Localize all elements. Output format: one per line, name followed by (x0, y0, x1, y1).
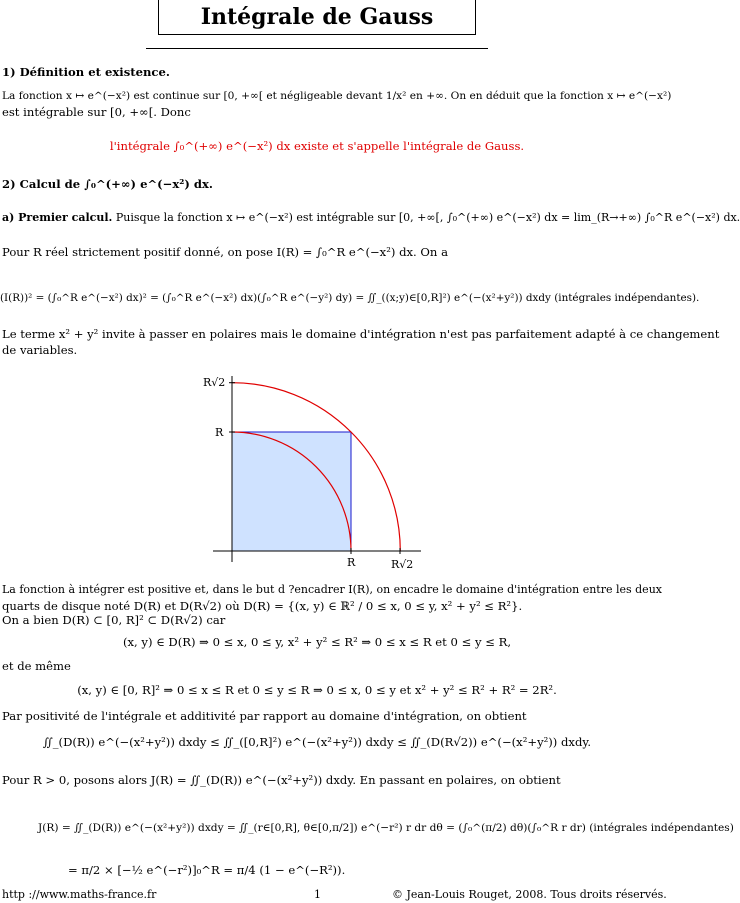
polar-line1: Le terme x² + y² invite à passer en polaires mais le domaine d'intégration n'est pas parfaitement adapté à ce changement (2, 327, 720, 341)
sub-a-text: Puisque la fonction x ↦ e^(−x²) est intégrable sur [0, +∞[, ∫₀^(+∞) e^(−x²) dx = lim_(R→+∞) ∫₀^R e^(−x²) dx. (115, 211, 740, 224)
label-x-r-sqrt2: R√2 (391, 558, 414, 571)
section1-line2: est intégrable sur [0, +∞[. Donc (2, 105, 191, 119)
de-meme-line: et de même (2, 659, 71, 673)
section1-heading: 1) Définition et existence. (2, 65, 170, 79)
page-title: Intégrale de Gauss (158, 0, 476, 35)
label-y-r: R (215, 426, 224, 439)
after-figure-line1: La fonction à intégrer est positive et, dans le but d ?encadrer I(R), on encadre le domaine d'intégration entre les deux (2, 583, 662, 596)
sub-a-paragraph (2, 210, 740, 226)
equation-inequality: ∬_(D(R)) e^(−(x²+y²)) dxdy ≤ ∬_([0,R]²) e^(−(x²+y²)) dxdy ≤ ∬_(D(R√2)) e^(−(x²+y²)) dxdy. (42, 735, 592, 749)
domain-figure (195, 364, 430, 574)
after-figure-line3: On a bien D(R) ⊂ [0, R]² ⊂ D(R√2) car (2, 613, 226, 627)
section1-line1: La fonction x ↦ e^(−x²) est continue sur [0, +∞[ et négligeable devant 1/x² en +∞. On en déduit que la fonction x ↦ e^(−x²) (2, 90, 672, 102)
footer-copyright: © Jean-Louis Rouget, 2008. Tous droits réservés. (392, 888, 667, 901)
positivity-line: Par positivité de l'intégrale et additivité par rapport au domaine d'intégration, on obtient (2, 709, 527, 723)
after-figure-line2: quarts de disque noté D(R) et D(R√2) où D(R) = {(x, y) ∈ ℝ² / 0 ≤ x, 0 ≤ y, x² + y² ≤ R²}. (2, 599, 523, 613)
label-x-r: R (347, 556, 356, 569)
square-domain (232, 432, 351, 551)
section2-heading: 2) Calcul de ∫₀^(+∞) e^(−x²) dx. (2, 177, 213, 191)
equation-inclusion-2: (x, y) ∈ [0, R]² ⇒ 0 ≤ x ≤ R et 0 ≤ y ≤ R ⇒ 0 ≤ x, 0 ≤ y et x² + y² ≤ R² + R² = 2R². (77, 683, 557, 697)
equation-inclusion-1: (x, y) ∈ D(R) ⇒ 0 ≤ x, 0 ≤ y, x² + y² ≤ R² ⇒ 0 ≤ x ≤ R et 0 ≤ y ≤ R, (122, 635, 512, 649)
section1-highlight: l'intégrale ∫₀^(+∞) e^(−x²) dx existe et s'appelle l'intégrale de Gauss. (109, 139, 525, 153)
polar-line2: de variables. (2, 343, 78, 357)
title-rule (146, 48, 488, 49)
footer-url[interactable]: http ://www.maths-france.fr (2, 888, 157, 901)
footer-page-number: 1 (314, 888, 321, 901)
label-y-r-sqrt2: R√2 (203, 376, 226, 389)
pour-j-line: Pour R > 0, posons alors J(R) = ∬_(D(R)) e^(−(x²+y²)) dxdy. En passant en polaires, on obtient (2, 773, 561, 787)
pour-r-line: Pour R réel strictement positif donné, on pose I(R) = ∫₀^R e^(−x²) dx. On a (2, 245, 448, 259)
sub-a-label: a) Premier calcul. (2, 211, 113, 224)
equation-i-squared: (I(R))² = (∫₀^R e^(−x²) dx)² = (∫₀^R e^(−x²) dx)(∫₀^R e^(−y²) dy) = ∬_((x;y)∈[0,R]²) e^(−(x²+y²)) dxdy (intégrales indépendantes). (0, 292, 700, 304)
equation-j-1: J(R) = ∬_(D(R)) e^(−(x²+y²)) dxdy = ∬_(r∈[0,R], θ∈[0,π/2]) e^(−r²) r dr dθ = (∫₀^(π/2) dθ)(∫₀^R r dr) (intégrales indépendantes) (38, 822, 734, 834)
equation-j-2: = π/2 × [−½ e^(−r²)]₀^R = π/4 (1 − e^(−R²)). (68, 863, 346, 877)
